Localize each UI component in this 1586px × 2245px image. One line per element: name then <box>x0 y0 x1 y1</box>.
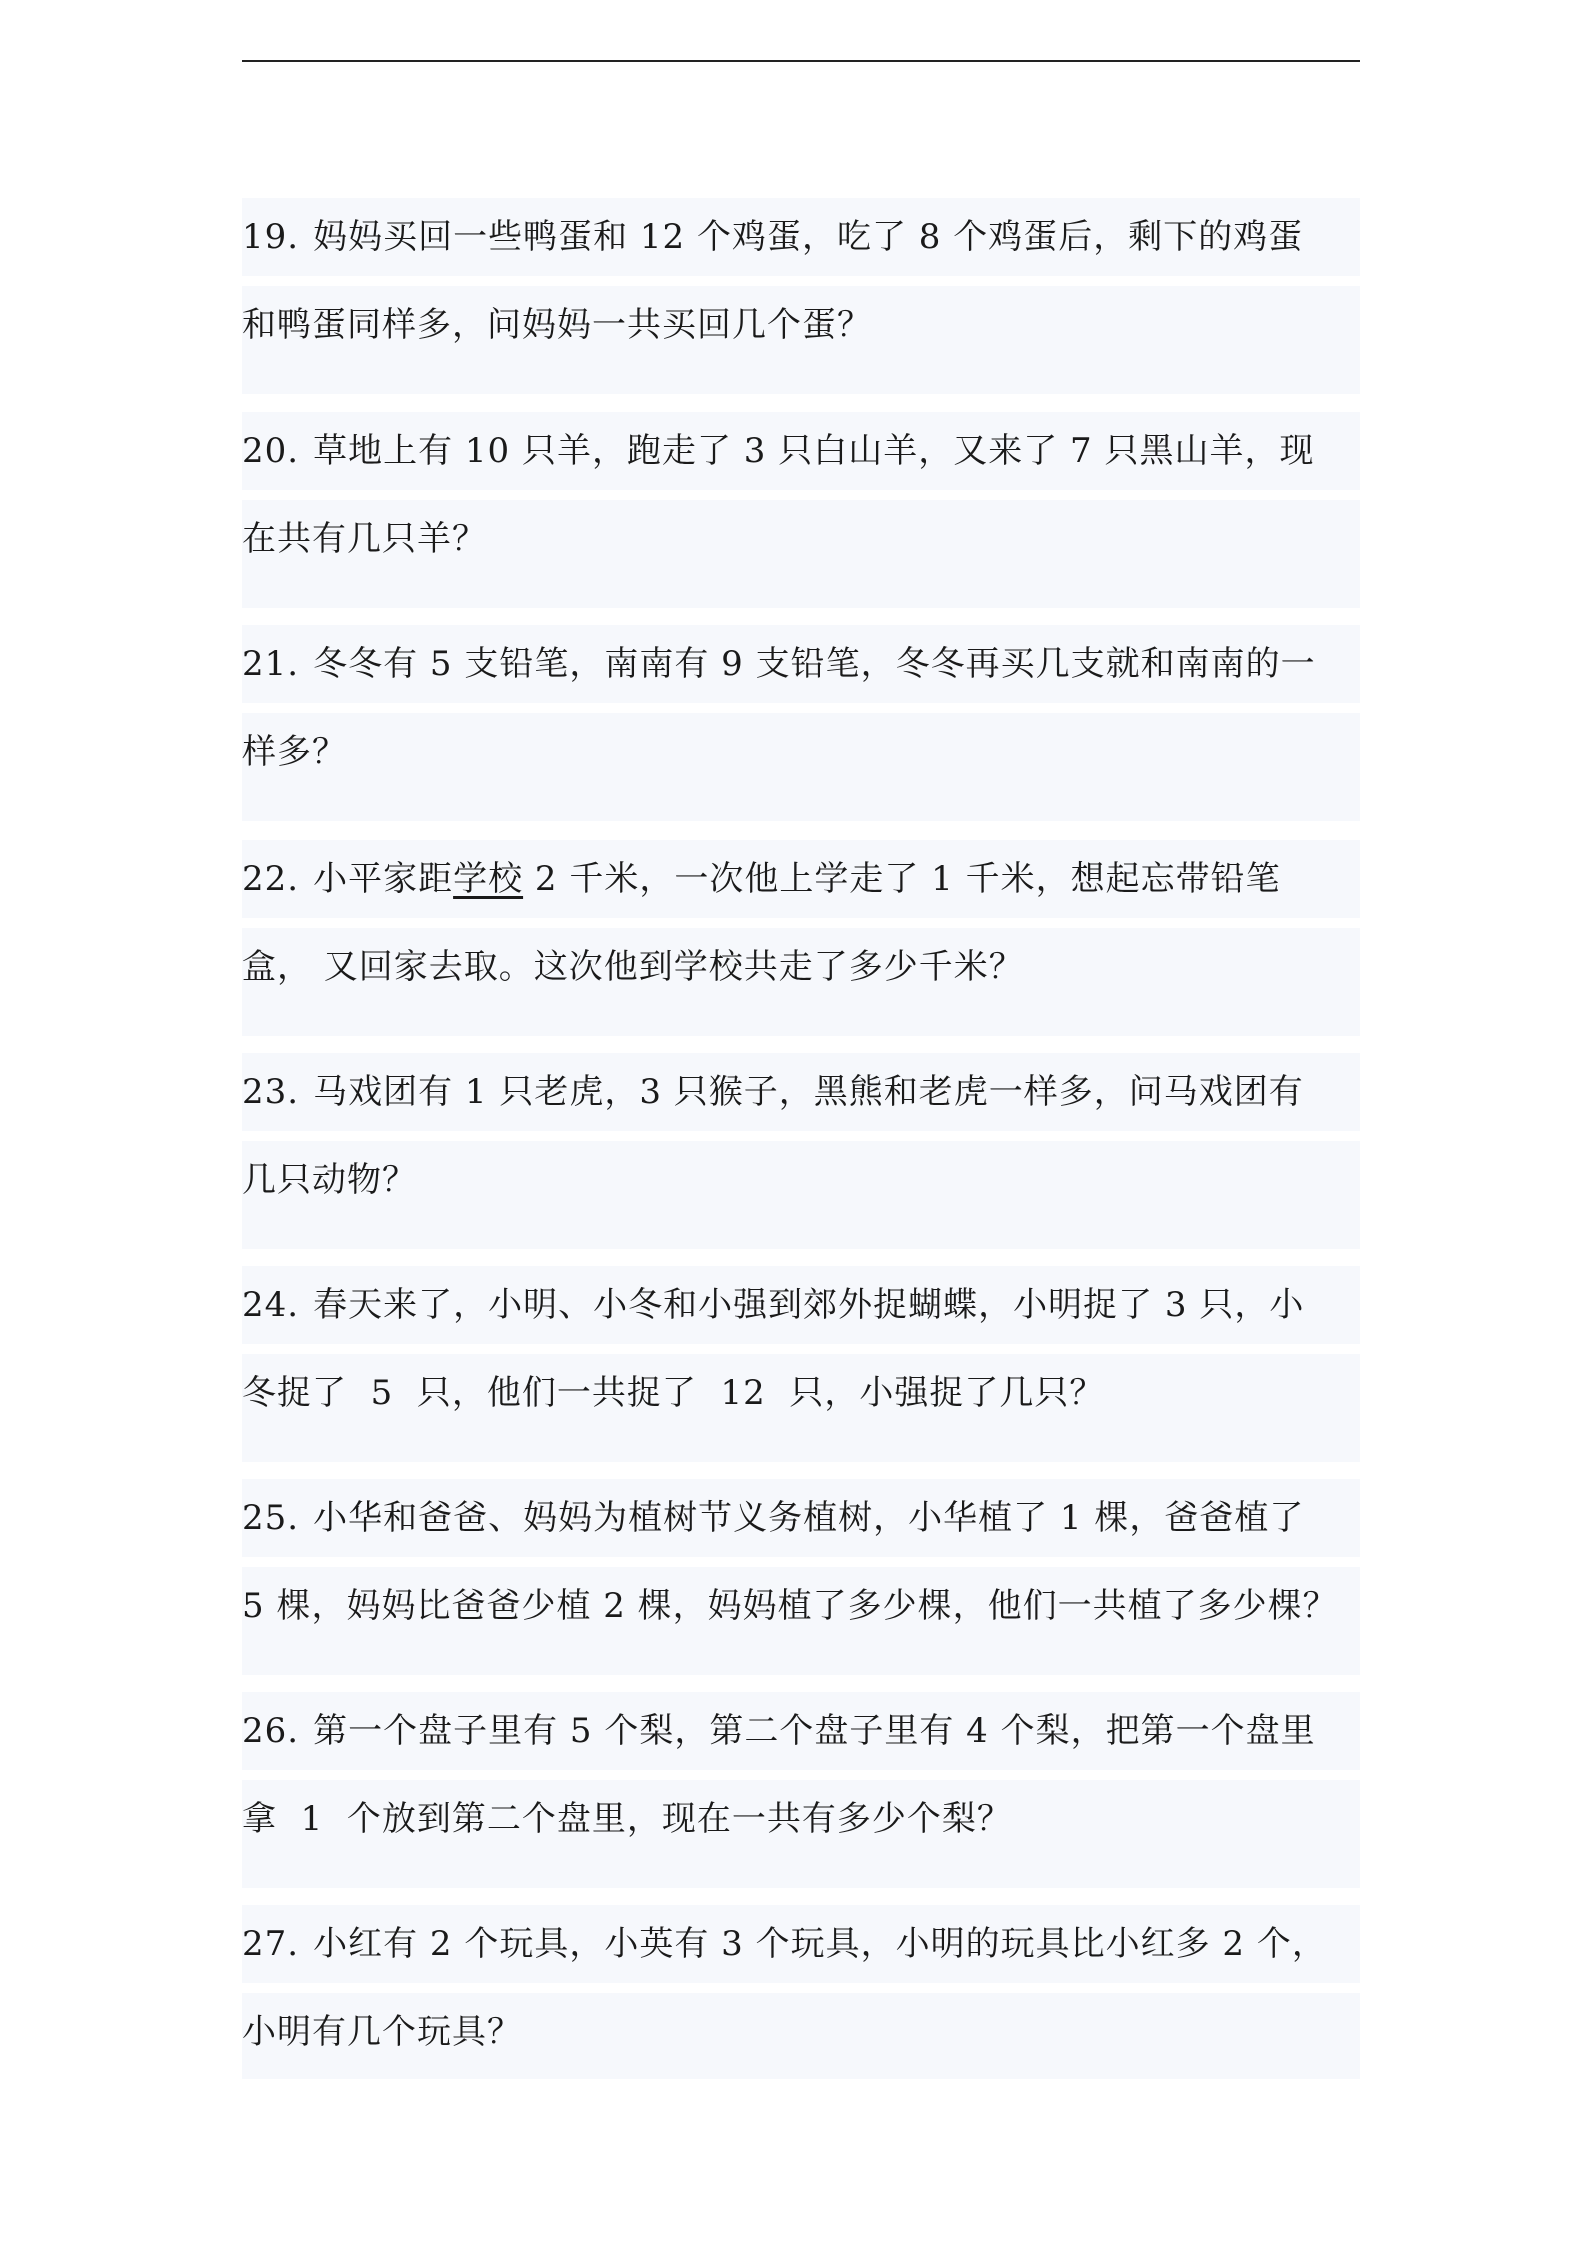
problem-text: 小明有几个玩具？ <box>242 2012 522 2052</box>
problem-line-1 <box>242 1266 1360 1344</box>
problem-number: 22. <box>242 859 300 899</box>
problem-text: 几只动物？ <box>242 1160 417 1200</box>
problem-text: 小红有 2 个玩具，小英有 3 个玩具，小明的玩具比小红多 2 个， <box>313 1924 1327 1964</box>
problem-number: 23. <box>242 1072 300 1112</box>
problem-text: 冬捉了 5 只，他们一共捉了 12 只，小强捉了几只？ <box>242 1373 1105 1413</box>
problem-text: 小平家距 <box>313 859 454 899</box>
problem-text: 春天来了，小明、小冬和小强到郊外捉蝴蝶，小明捉了 3 只，小 <box>313 1285 1305 1325</box>
school-link[interactable]: 学校 <box>453 859 524 899</box>
problem-line-1 <box>242 625 1360 703</box>
problem-number: 19. <box>242 217 300 257</box>
problem-line-2 <box>242 1141 1360 1249</box>
problem-line-2 <box>242 1567 1360 1675</box>
problem-number: 25. <box>242 1498 300 1538</box>
problem-number: 26. <box>242 1711 300 1751</box>
problem-text: 盒， 又回家去取。这次他到学校共走了多少千米？ <box>242 947 1024 987</box>
problem-number: 20. <box>242 431 300 471</box>
problem-text: 第一个盘子里有 5 个梨，第二个盘子里有 4 个梨，把第一个盘里 <box>313 1711 1316 1751</box>
problem-line-2 <box>242 928 1360 1036</box>
problem-line-1 <box>242 1479 1360 1557</box>
problem-line-1 <box>242 840 1360 918</box>
problem-number: 27. <box>242 1924 300 1964</box>
problem-line-2 <box>242 1993 1360 2079</box>
problem-line-2 <box>242 1354 1360 1462</box>
problem-line-2 <box>242 286 1360 394</box>
problem-text: 拿 1 个放到第二个盘里，现在一共有多少个梨？ <box>242 1799 1012 1839</box>
problem-line-2 <box>242 500 1360 608</box>
problem-number: 24. <box>242 1285 300 1325</box>
problem-text: 样多？ <box>242 732 347 772</box>
problem-line-2 <box>242 1780 1360 1888</box>
problem-text: 马戏团有 1 只老虎，3 只猴子，黑熊和老虎一样多，问马戏团有 <box>313 1072 1304 1112</box>
problem-text: 2 千米，一次他上学走了 1 千米，想起忘带铅笔 <box>523 859 1281 899</box>
problem-line-1 <box>242 1692 1360 1770</box>
problem-text: 在共有几只羊？ <box>242 519 487 559</box>
problem-line-1 <box>242 1053 1360 1131</box>
problem-number: 21. <box>242 644 300 684</box>
problem-text: 冬冬有 5 支铅笔，南南有 9 支铅笔，冬冬再买几支就和南南的一 <box>313 644 1316 684</box>
problem-text: 小华和爸爸、妈妈为植树节义务植树，小华植了 1 棵，爸爸植了 <box>313 1498 1305 1538</box>
problem-text: 草地上有 10 只羊，跑走了 3 只白山羊，又来了 7 只黑山羊，现 <box>313 431 1315 471</box>
header-rule <box>242 60 1360 62</box>
problem-text: 5 棵，妈妈比爸爸少植 2 棵，妈妈植了多少棵，他们一共植了多少棵？ <box>242 1586 1338 1626</box>
problem-line-1 <box>242 412 1360 490</box>
problem-line-2 <box>242 713 1360 821</box>
problem-text: 妈妈买回一些鸭蛋和 12 个鸡蛋，吃了 8 个鸡蛋后，剩下的鸡蛋 <box>313 217 1304 257</box>
problem-line-1 <box>242 198 1360 276</box>
problem-text: 和鸭蛋同样多，问妈妈一共买回几个蛋？ <box>242 305 872 345</box>
problem-line-1 <box>242 1905 1360 1983</box>
